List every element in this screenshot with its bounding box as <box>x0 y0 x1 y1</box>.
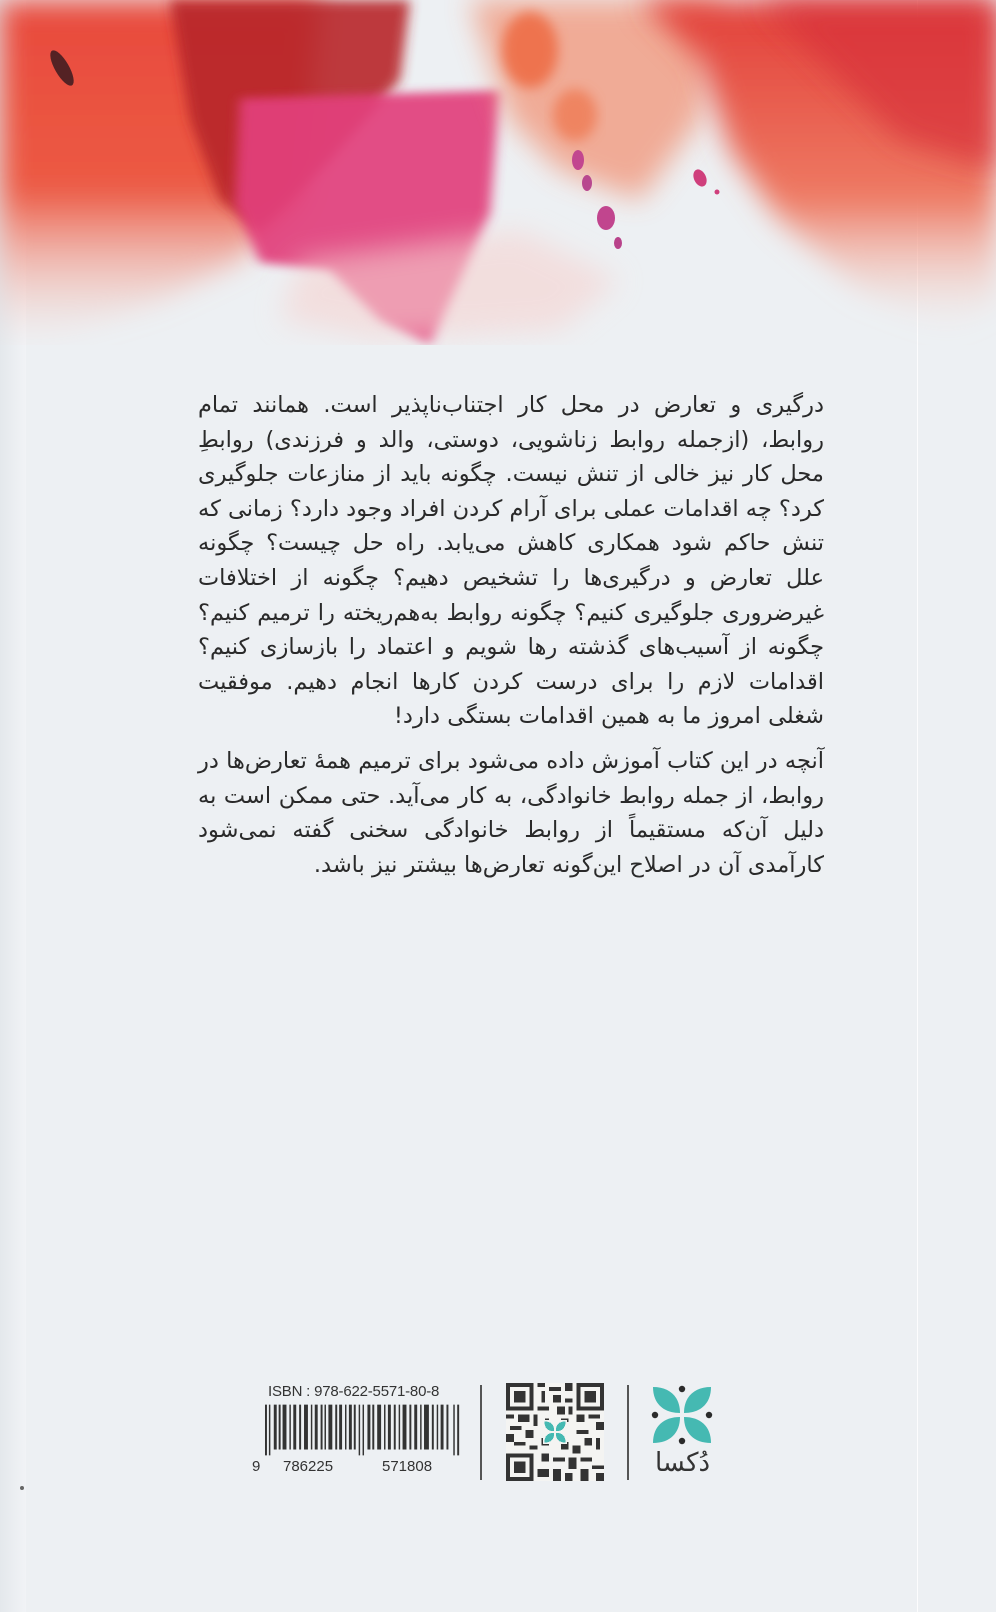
barcode-digits-left: 786225 <box>283 1458 334 1475</box>
watercolor-splash-graphic <box>0 0 996 345</box>
watercolor-splash-illustration <box>0 0 996 345</box>
isbn-barcode <box>265 1404 465 1456</box>
scan-speck <box>20 1486 24 1490</box>
publisher-name: دُکسا <box>655 1448 711 1478</box>
divider-line <box>480 1385 482 1480</box>
blurb-paragraph-2: آنچه در این کتاب آموزش داده می‌شود برای ترمیم همهٔ تعارض‌ها در روابط، از جمله روابط خانوادگی، به کار می‌آید. حتی ممکن است به دلیل آن‌که مستقیماً از روابط خانوادگی سخنی گفته نمی‌شود کارآمدی آن در اصلاح این‌گونه تعارض‌ها بیشتر نیز باشد. <box>198 747 824 878</box>
isbn-label: ISBN : 978-622-5571-80-8 <box>268 1383 440 1400</box>
blurb-text <box>198 388 824 882</box>
qr-code <box>505 1383 605 1481</box>
four-petal-flower-icon <box>650 1384 714 1446</box>
barcode-digits-right: 571808 <box>382 1458 433 1475</box>
publisher-logo <box>650 1384 714 1446</box>
qr-code-icon <box>505 1383 605 1481</box>
barcode-digit-prefix: 9 <box>252 1458 261 1475</box>
divider-line <box>627 1385 629 1480</box>
barcode-icon <box>265 1404 465 1456</box>
blurb-paragraph-1: درگیری و تعارض در محل کار اجتناب‌ناپذیر است. همانند تمام روابط، (ازجمله روابط زناشویی، دوستی، والد و فرزندی) روابطِ محل کار نیز خالی از تنش نیست. چگونه باید از منازعات جلوگیری کرد؟ چه اقدامات عملی برای آرام کردن افراد وجود دارد؟ زمانی که تنش حاکم شود همکاری کاهش می‌یابد. راه حل چیست؟ چگونه علل تعارض و درگیری‌ها را تشخیص دهیم؟ چگونه از اختلافات غیرضروری جلوگیری کنیم؟ چگونه روابط به‌هم‌ریخته را ترمیم کنیم؟ چگونه از آسیب‌های گذشته رها شویم و اعتماد را بازسازی کنیم؟ اقدامات لازم را برای درست کردن کارها انجام دهیم. موفقیت شغلی امروز ما به همین اقدامات بستگی دارد! <box>198 392 824 730</box>
